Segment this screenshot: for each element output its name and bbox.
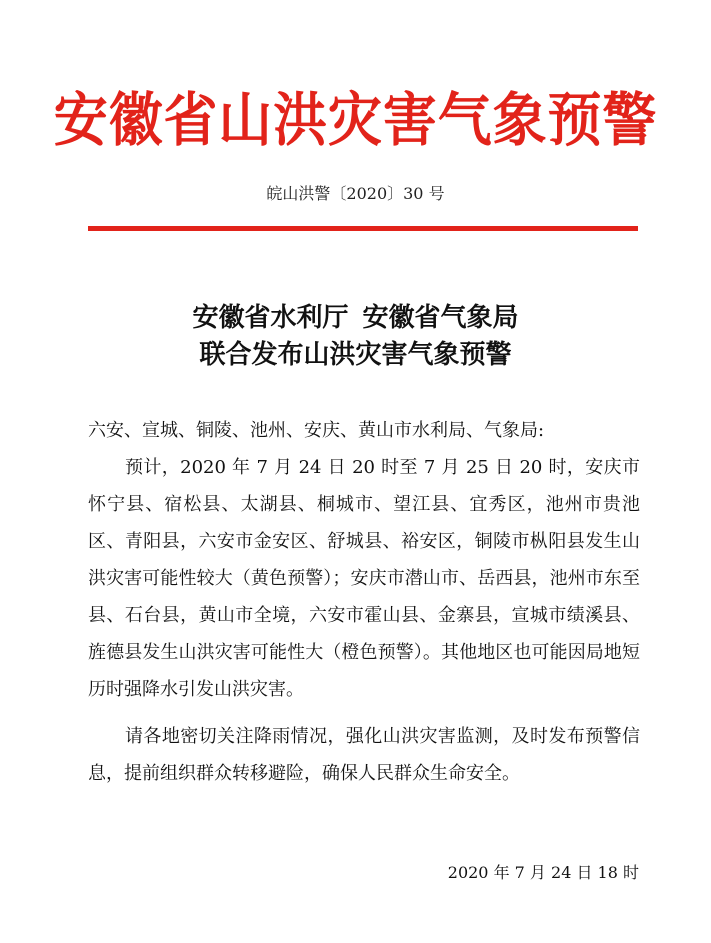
issuer-water-resources: 安徽省水利厅 [192, 303, 349, 333]
instruction-paragraph: 请各地密切关注降雨情况，强化山洪灾害监测，及时发布预警信息，提前组织群众转移避险，确保人民群众生命安全。 [88, 726, 640, 784]
issue-date: 2020 年 7 月 24 日 18 时 [447, 863, 639, 882]
document-title-line-2: 联合发布山洪灾害气象预警 [199, 340, 512, 370]
red-divider-line [88, 226, 638, 231]
recipient-line: 六安、宣城、铜陵、池州、安庆、黄山市水利局、气象局: [88, 420, 545, 441]
document-number: 皖山洪警〔2020〕30 号 [266, 184, 445, 203]
forecast-paragraph: 预计，2020 年 7 月 24 日 20 时至 7 月 25 日 20 时，安庆市怀宁县、宿松县、太湖县、桐城市、望江县、宜秀区，池州市贵池区、青阳县，六安市金安区、舒城县、裕安区，铜陵市枞阳县发生山洪灾害可能性较大（黄色预警）；安庆市潜山市、岳西县，池州市东至县、石台县，黄山市全境，六安市霍山县、金寨县，宣城市绩溪县、旌德县发生山洪灾害可能性大（橙色预警）。其他地区也可能因局地短历时强降水引发山洪灾害。 [88, 457, 640, 700]
masthead-title: 安徽省山洪灾害气象预警 [53, 86, 658, 154]
document-title-line-1 [0, 301, 711, 335]
issuer-meteorological: 安徽省气象局 [362, 303, 519, 333]
